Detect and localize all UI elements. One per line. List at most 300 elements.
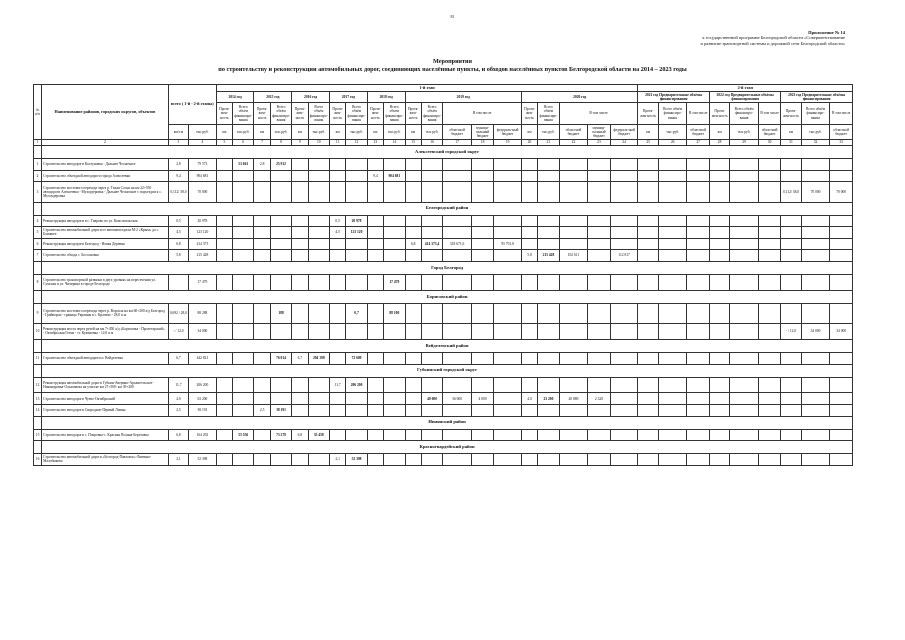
- value-cell: 0,112/ 38,0: [781, 182, 801, 202]
- value-cell: [730, 303, 759, 323]
- value-cell: [730, 238, 759, 250]
- value-cell: [270, 238, 291, 250]
- value-cell: [494, 324, 522, 340]
- value-cell: [559, 404, 588, 416]
- value-cell: [405, 352, 421, 364]
- value-cell: [781, 429, 801, 441]
- value-cell: [638, 215, 658, 227]
- value-cell: [330, 324, 346, 340]
- value-cell: [254, 352, 270, 364]
- value-cell: [216, 324, 232, 340]
- value-cell: [687, 324, 709, 340]
- column-number: 9: [292, 139, 308, 145]
- value-cell: 102 611: [559, 250, 588, 262]
- value-cell: [216, 454, 232, 466]
- value-cell: [559, 238, 588, 250]
- value-cell: [405, 274, 421, 290]
- value-cell: [521, 352, 537, 364]
- value-cell: [254, 393, 270, 405]
- column-number: 12: [346, 139, 367, 145]
- value-cell: [384, 429, 405, 441]
- value-cell: [367, 274, 383, 290]
- value-cell: [443, 352, 472, 364]
- header-cell: В том числе: [559, 103, 638, 125]
- value-cell: [801, 274, 830, 290]
- object-name: Строительство обхода с. Бессоновка: [42, 250, 169, 262]
- section-title: Красногвардейский район: [42, 441, 853, 454]
- column-number: 5: [216, 139, 232, 145]
- header-total: всего ( 1-й - 2-й этапы): [168, 85, 216, 125]
- value-cell: [830, 274, 853, 290]
- value-cell: [471, 227, 493, 239]
- value-cell: [367, 454, 383, 466]
- value-cell: 53 661: [233, 159, 254, 171]
- value-cell: [367, 404, 383, 416]
- value-cell: [830, 377, 853, 393]
- value-cell: [830, 352, 853, 364]
- value-cell: [638, 238, 658, 250]
- value-cell: [638, 377, 658, 393]
- value-cell: [254, 170, 270, 182]
- appendix-note: [545, 30, 845, 46]
- value-cell: [233, 352, 254, 364]
- value-cell: [638, 324, 658, 340]
- value-cell: [687, 215, 709, 227]
- header-year: 2021 год Предварительные объёмы финансирования: [638, 92, 709, 103]
- value-cell: [384, 159, 405, 171]
- value-cell: [758, 352, 780, 364]
- value-cell: [758, 429, 780, 441]
- value-cell: [687, 227, 709, 239]
- value-cell: [254, 227, 270, 239]
- value-cell: 904 681: [384, 170, 405, 182]
- value-cell: 5,8: [521, 250, 537, 262]
- length-cell: 4,0: [168, 393, 188, 405]
- value-cell: [443, 303, 472, 323]
- value-cell: [709, 182, 729, 202]
- header-cell: тыс.руб.: [421, 125, 442, 140]
- column-number: 10: [308, 139, 329, 145]
- value-cell: [421, 377, 442, 393]
- header-cell: федераль-ный бюджет: [494, 125, 522, 140]
- value-cell: [830, 404, 853, 416]
- value-cell: [308, 274, 329, 290]
- value-cell: [270, 182, 291, 202]
- value-cell: [346, 182, 367, 202]
- value-cell: [308, 159, 329, 171]
- value-cell: [308, 170, 329, 182]
- value-cell: [830, 159, 853, 171]
- cost-cell: 206 200: [189, 377, 217, 393]
- value-cell: [658, 182, 687, 202]
- column-number: 15: [405, 139, 421, 145]
- value-cell: [405, 250, 421, 262]
- length-cell: [168, 274, 188, 290]
- value-cell: 72 609: [346, 352, 367, 364]
- value-cell: [709, 215, 729, 227]
- value-cell: [443, 250, 472, 262]
- value-cell: [421, 215, 442, 227]
- value-cell: [367, 393, 383, 405]
- header-cell: областной бюджет: [559, 125, 588, 140]
- value-cell: [421, 303, 442, 323]
- value-cell: [270, 454, 291, 466]
- value-cell: [330, 250, 346, 262]
- header-cell: Всего объём финансиро-вания: [308, 103, 329, 125]
- table-row: [34, 159, 853, 171]
- value-cell: [588, 324, 610, 340]
- column-number: 2: [42, 139, 169, 145]
- value-cell: [687, 238, 709, 250]
- row-number: 8: [34, 274, 42, 290]
- table-row: [34, 274, 853, 290]
- value-cell: [709, 238, 729, 250]
- value-cell: [443, 404, 472, 416]
- value-cell: [346, 238, 367, 250]
- value-cell: [610, 274, 638, 290]
- value-cell: [254, 250, 270, 262]
- value-cell: [254, 429, 270, 441]
- column-number: 21: [538, 139, 559, 145]
- value-cell: [588, 227, 610, 239]
- column-number: 11: [330, 139, 346, 145]
- value-cell: [730, 215, 759, 227]
- value-cell: [308, 303, 329, 323]
- value-cell: [405, 215, 421, 227]
- value-cell: [471, 324, 493, 340]
- header-name: Наименование районов, городских округов, объектов: [42, 85, 169, 140]
- value-cell: [521, 170, 537, 182]
- value-cell: [405, 393, 421, 405]
- header-cell: областной бюджет: [443, 125, 472, 140]
- value-cell: [421, 227, 442, 239]
- value-cell: [610, 159, 638, 171]
- header-year: 2014 год: [216, 92, 254, 103]
- value-cell: [559, 429, 588, 441]
- value-cell: [292, 250, 308, 262]
- value-cell: [610, 393, 638, 405]
- value-cell: [781, 215, 801, 227]
- header-cell: км: [254, 125, 270, 140]
- header-cell: Всего объём финансиро-вания: [730, 103, 759, 125]
- column-number: 31: [781, 139, 801, 145]
- value-cell: 95 701,8: [494, 238, 522, 250]
- table-row: [34, 215, 853, 227]
- value-cell: [638, 250, 658, 262]
- object-name: Строительство объездной автодороги города Алексеевки: [42, 170, 169, 182]
- value-cell: 20 978: [346, 215, 367, 227]
- cost-cell: 20 978: [189, 215, 217, 227]
- value-cell: [781, 227, 801, 239]
- value-cell: [709, 303, 729, 323]
- value-cell: [658, 170, 687, 182]
- value-cell: [254, 238, 270, 250]
- value-cell: [384, 377, 405, 393]
- value-cell: [270, 170, 291, 182]
- value-cell: [443, 159, 472, 171]
- value-cell: [559, 182, 588, 202]
- column-number: 1: [34, 139, 42, 145]
- length-cell: 4,5: [168, 227, 188, 239]
- value-cell: 6,8: [292, 429, 308, 441]
- header-cell: Всего объём финансиро-вания: [538, 103, 559, 125]
- value-cell: [308, 238, 329, 250]
- value-cell: [801, 159, 830, 171]
- value-cell: [638, 454, 658, 466]
- value-cell: 6,8: [405, 238, 421, 250]
- header-year: 2023 год Предварительные объёмы финансирования: [781, 92, 853, 103]
- column-number: 19: [494, 139, 522, 145]
- value-cell: [330, 274, 346, 290]
- value-cell: [421, 159, 442, 171]
- value-cell: [367, 429, 383, 441]
- column-number: 27: [687, 139, 709, 145]
- appendix-line: и развитие транспортной системы и дорожной сети Белгородской области»: [700, 40, 845, 46]
- section-title: Алексеевский городской округ: [42, 146, 853, 159]
- header-cell: Всего объём финансиро-вания: [384, 103, 405, 125]
- value-cell: [292, 227, 308, 239]
- value-cell: 23 200: [538, 393, 559, 405]
- row-number: 7: [34, 250, 42, 262]
- value-cell: [233, 303, 254, 323]
- value-cell: [801, 429, 830, 441]
- value-cell: [588, 238, 610, 250]
- value-cell: [610, 238, 638, 250]
- column-number: 3: [168, 139, 188, 145]
- column-number: 18: [471, 139, 493, 145]
- value-cell: [538, 454, 559, 466]
- table-row: [34, 429, 853, 441]
- value-cell: [559, 227, 588, 239]
- value-cell: [638, 182, 658, 202]
- cost-cell: 52 398: [189, 454, 217, 466]
- value-cell: [216, 377, 232, 393]
- value-cell: [216, 238, 232, 250]
- cost-cell: 70 000: [189, 182, 217, 202]
- header-cell: Протя-жен-ность: [216, 103, 232, 125]
- header-year: 2016 год: [292, 92, 330, 103]
- length-cell: 9,4: [168, 170, 188, 182]
- row-number: 11: [34, 352, 42, 364]
- value-cell: [494, 159, 522, 171]
- header-cell: Протя-жен-ность: [292, 103, 308, 125]
- value-cell: [330, 238, 346, 250]
- table-row: [34, 404, 853, 416]
- value-cell: [346, 404, 367, 416]
- value-cell: [292, 377, 308, 393]
- value-cell: [494, 274, 522, 290]
- value-cell: [538, 274, 559, 290]
- value-cell: [367, 159, 383, 171]
- value-cell: [330, 182, 346, 202]
- value-cell: [638, 393, 658, 405]
- value-cell: [758, 377, 780, 393]
- value-cell: [421, 274, 442, 290]
- value-cell: [559, 352, 588, 364]
- value-cell: [638, 227, 658, 239]
- header-cell: км: [292, 125, 308, 140]
- value-cell: [709, 377, 729, 393]
- header-year: 2020 год: [521, 92, 638, 103]
- value-cell: [471, 352, 493, 364]
- value-cell: 40 000: [421, 393, 442, 405]
- value-cell: 6,7: [292, 352, 308, 364]
- value-cell: [538, 429, 559, 441]
- value-cell: [781, 377, 801, 393]
- object-name: Строительство автомобильной дороги «Белгород-Павловск»-Ливенка-Малобыково: [42, 454, 169, 466]
- value-cell: [233, 324, 254, 340]
- value-cell: [254, 377, 270, 393]
- value-cell: [216, 215, 232, 227]
- value-cell: [308, 250, 329, 262]
- value-cell: [308, 393, 329, 405]
- value-cell: [709, 170, 729, 182]
- column-number: 29: [730, 139, 759, 145]
- value-cell: [758, 324, 780, 340]
- value-cell: [781, 238, 801, 250]
- value-cell: [610, 303, 638, 323]
- value-cell: [521, 324, 537, 340]
- value-cell: [610, 352, 638, 364]
- value-cell: 123 120: [346, 227, 367, 239]
- value-cell: [308, 404, 329, 416]
- value-cell: [588, 352, 610, 364]
- header-stage-1: 1-й этап: [216, 85, 638, 92]
- value-cell: [443, 182, 472, 202]
- value-cell: [384, 393, 405, 405]
- section-title: Ивнянский район: [42, 416, 853, 429]
- section-blank: [34, 261, 42, 274]
- header-cell: км: [367, 125, 383, 140]
- value-cell: [610, 429, 638, 441]
- value-cell: [709, 454, 729, 466]
- value-cell: [330, 303, 346, 323]
- value-cell: [216, 182, 232, 202]
- value-cell: [730, 159, 759, 171]
- value-cell: [471, 404, 493, 416]
- section-title: Борисовский район: [42, 290, 853, 303]
- value-cell: [471, 215, 493, 227]
- value-cell: [730, 170, 759, 182]
- value-cell: [538, 182, 559, 202]
- value-cell: [405, 159, 421, 171]
- length-cell: 0,112/ 38,0: [168, 182, 188, 202]
- value-cell: [709, 274, 729, 290]
- value-cell: [384, 324, 405, 340]
- value-cell: [781, 250, 801, 262]
- value-cell: [367, 352, 383, 364]
- value-cell: [658, 250, 687, 262]
- value-cell: [538, 377, 559, 393]
- length-cell: 2,8: [168, 159, 188, 171]
- length-cell: 6,8: [168, 238, 188, 250]
- header-cell: Всего объём финансиро-вания: [658, 103, 687, 125]
- value-cell: [443, 454, 472, 466]
- value-cell: [758, 250, 780, 262]
- value-cell: 70 000: [801, 182, 830, 202]
- value-cell: [233, 454, 254, 466]
- title-line-1: Мероприятия: [433, 58, 472, 65]
- header-cell: км: [521, 125, 537, 140]
- value-cell: [538, 215, 559, 227]
- length-cell: 2,1: [168, 454, 188, 466]
- value-cell: [588, 454, 610, 466]
- appendix-title: Приложение № 14: [808, 30, 845, 35]
- value-cell: [367, 303, 383, 323]
- value-cell: [830, 393, 853, 405]
- column-number: 22: [559, 139, 588, 145]
- value-cell: [801, 404, 830, 416]
- value-cell: [494, 170, 522, 182]
- value-cell: [658, 404, 687, 416]
- value-cell: [330, 352, 346, 364]
- value-cell: [758, 454, 780, 466]
- row-number: 13: [34, 393, 42, 405]
- value-cell: [421, 324, 442, 340]
- value-cell: [658, 352, 687, 364]
- value-cell: 35 458: [308, 429, 329, 441]
- title-line-2: по строительству и реконструкции автомобильных дорог, соединяющих населённые пункты, и обходов населённых пунктов Белгородской области на 2014 – 2023 годы: [218, 65, 687, 73]
- header-cell: областной бюджет: [758, 125, 780, 140]
- table-row: [34, 324, 853, 340]
- value-cell: [233, 274, 254, 290]
- row-number: 10: [34, 324, 42, 340]
- value-cell: 318 671,6: [443, 238, 472, 250]
- section-row: [34, 261, 853, 274]
- object-name: Строительство мостового перехода через р. Ворскла на км 60+200 а/д Белгород - Грайворон - граница Украины в с. Красиво - 28,0 п.м: [42, 303, 169, 323]
- value-cell: [443, 324, 472, 340]
- value-cell: [494, 377, 522, 393]
- value-cell: [758, 238, 780, 250]
- value-cell: [610, 170, 638, 182]
- value-cell: [758, 159, 780, 171]
- value-cell: [638, 352, 658, 364]
- header-cell: областной бюджет: [830, 125, 853, 140]
- value-cell: [730, 454, 759, 466]
- value-cell: [233, 170, 254, 182]
- value-cell: [384, 238, 405, 250]
- value-cell: [216, 250, 232, 262]
- value-cell: [687, 429, 709, 441]
- value-cell: [638, 159, 658, 171]
- value-cell: [367, 250, 383, 262]
- header-cell: тыс.руб.: [801, 125, 830, 140]
- value-cell: 2,5: [254, 404, 270, 416]
- row-number: 6: [34, 238, 42, 250]
- value-cell: 88 100: [384, 303, 405, 323]
- section-row: [34, 202, 853, 215]
- value-cell: [538, 352, 559, 364]
- header-cell: тыс.руб.: [189, 125, 217, 140]
- header-cell: тыс.руб.: [538, 125, 559, 140]
- value-cell: [758, 170, 780, 182]
- header-cell: тыс.руб.: [346, 125, 367, 140]
- value-cell: [494, 404, 522, 416]
- value-cell: [471, 454, 493, 466]
- value-cell: [471, 170, 493, 182]
- header-cell: тыс.руб.: [384, 125, 405, 140]
- value-cell: [254, 324, 270, 340]
- value-cell: [254, 274, 270, 290]
- section-blank: [34, 339, 42, 352]
- header-year: 2017 год: [330, 92, 368, 103]
- value-cell: [588, 377, 610, 393]
- document-title: [0, 58, 905, 73]
- header-cell: Протя-жен-ность: [781, 103, 801, 125]
- value-cell: [292, 404, 308, 416]
- column-number: 17: [443, 139, 472, 145]
- table-row: [34, 182, 853, 202]
